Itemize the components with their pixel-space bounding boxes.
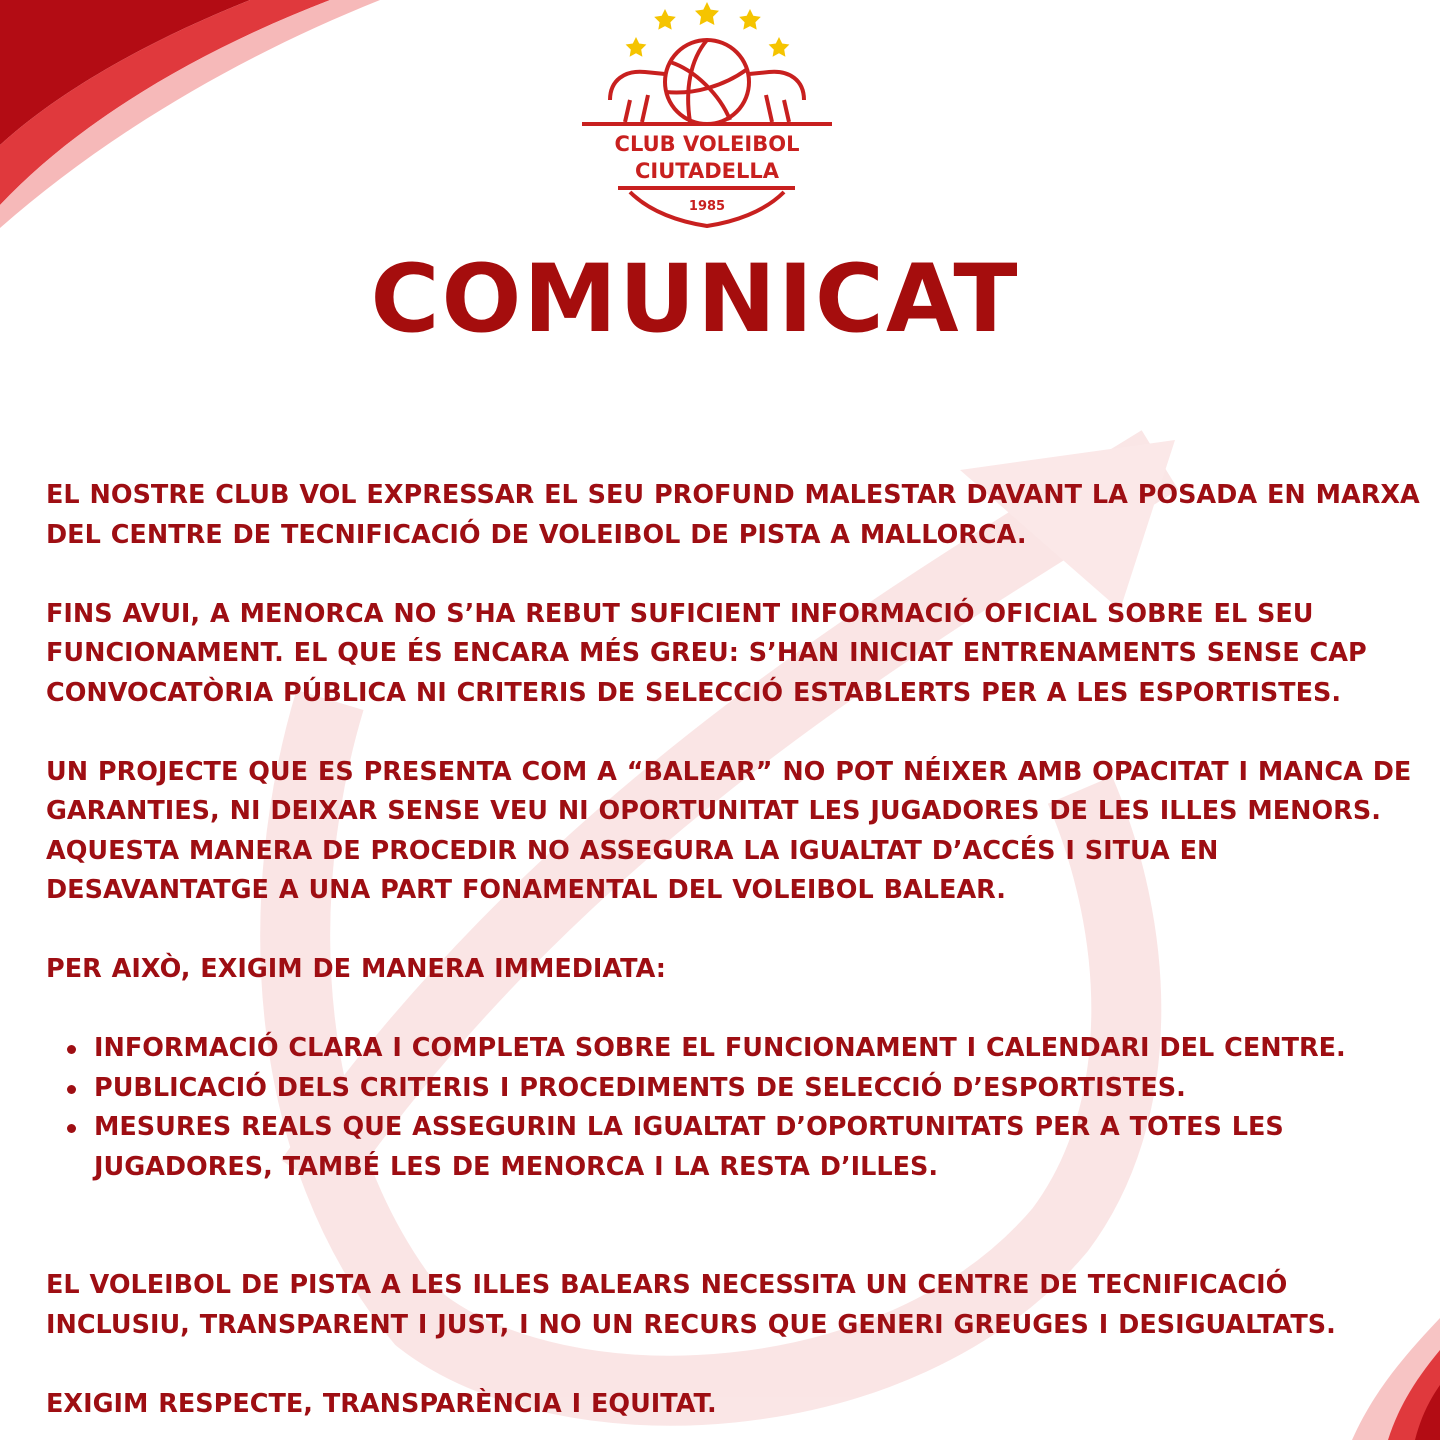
logo-line1: CLUB VOLEIBOL: [614, 132, 800, 156]
statement-body: [46, 476, 1431, 1424]
paragraph-closing: EXIGIM RESPECTE, TRANSPARÈNCIA I EQUITAT.: [46, 1388, 717, 1419]
demands-list: [46, 1029, 1431, 1187]
list-item: INFORMACIÓ CLARA I COMPLETA SOBRE EL FUNCIONAMENT I CALENDARI DEL CENTRE.: [94, 1029, 1431, 1069]
logo-year: 1985: [688, 199, 726, 214]
paragraph-demands-intro: PER AIXÒ, EXIGIM DE MANERA IMMEDIATA:: [46, 954, 666, 984]
club-logo: [570, 0, 840, 232]
paragraph-information: FINS AVUI, A MENORCA NO S’HA REBUT SUFICIENT INFORMACIÓ OFICIAL SOBRE EL SEU FUNCIONAMENT. EL QUE ÉS ENCARA MÉS GREU: S’HAN INICIAT ENTRENAMENTS SENSE CAP CONVOCATÒRIA PÚBLICA NI CRITERIS DE SELECCIÓ ESTABLERTS PER A LES ESPORTISTES.: [46, 598, 1367, 708]
page-title: COMUNICAT: [370, 245, 1020, 354]
list-item: MESURES REALS QUE ASSEGURIN LA IGUALTAT D’OPORTUNITATS PER A TOTES LES JUGADORES, TAMBÉ LES DE MENORCA I LA RESTA D’ILLES.: [94, 1108, 1431, 1187]
paragraph-project: UN PROJECTE QUE ES PRESENTA COM A “BALEAR” NO POT NÉIXER AMB OPACITAT I MANCA DE GARANTIES, NI DEIXAR SENSE VEU NI OPORTUNITAT LES JUGADORES DE LES ILLES MENORS. AQUESTA MANERA DE PROCEDIR NO ASSEGURA LA IGUALTAT D’ACCÉS I SITUA EN DESAVANTATGE A UNA PART FONAMENTAL DEL VOLEIBOL BALEAR.: [46, 756, 1412, 905]
logo-line2: CIUTADELLA: [634, 159, 780, 183]
paragraph-intro: EL NOSTRE CLUB VOL EXPRESSAR EL SEU PROFUND MALESTAR DAVANT LA POSADA EN MARXA DEL CENTRE DE TECNIFICACIÓ DE VOLEIBOL DE PISTA A MALLORCA.: [46, 480, 1420, 550]
list-item: PUBLICACIÓ DELS CRITERIS I PROCEDIMENTS DE SELECCIÓ D’ESPORTISTES.: [94, 1069, 1431, 1109]
paragraph-conclusion: EL VOLEIBOL DE PISTA A LES ILLES BALEARS NECESSITA UN CENTRE DE TECNIFICACIÓ INCLUSIU, TRANSPARENT I JUST, I NO UN RECURS QUE GENERI GREUGES I DESIGUALTATS.: [46, 1270, 1336, 1340]
volleyball-icon: [665, 40, 749, 124]
stars-icon: [626, 2, 790, 57]
